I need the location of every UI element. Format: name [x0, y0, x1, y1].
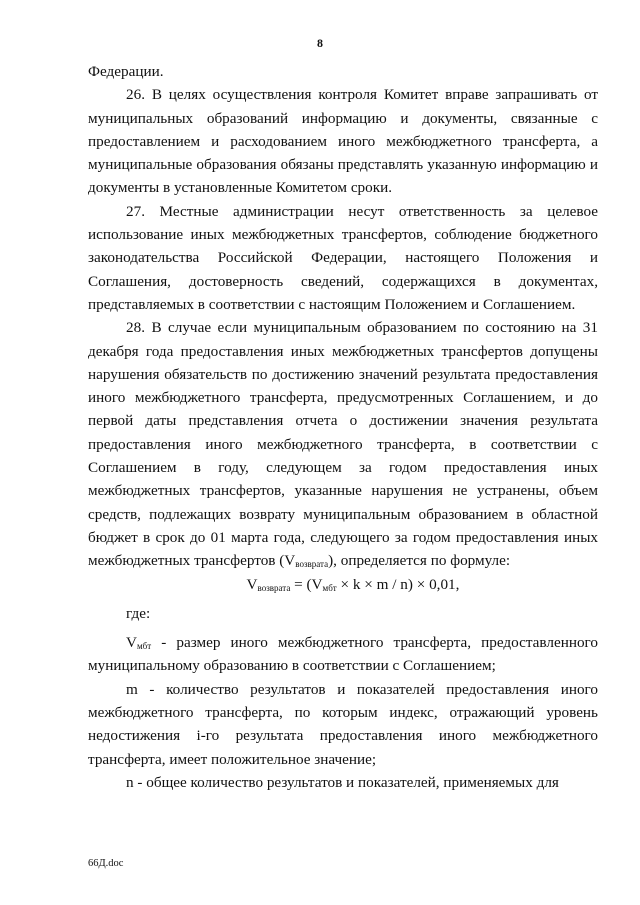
- page-number: 8: [317, 36, 323, 50]
- formula-v: V: [246, 575, 258, 593]
- definition-v: [88, 631, 598, 678]
- paragraph-28-end: ), определяется по формуле:: [328, 552, 511, 570]
- formula: [88, 573, 598, 596]
- formula-mid: = (V: [290, 575, 323, 593]
- paragraph-28-text: 28. В случае если муниципальным образованием по состоянию на 31 декабря года предоставления иных межбюджетных трансфертов допущены нарушения обязательств по достижению значений результата предоставления иного межбюджетного трансферта, предусмотренных Соглашением, и до первой даты представления отчета о достижении значения результата предоставления иного межбюджетного трансферта, в соответствии с Соглашением в году, следующем за годом предоставления иных межбюджетных трансфертов, указанные нарушения не устранены, объем средств, подлежащих возврату муниципальным образованием в областной бюджет в срок до 01 марта года, следующего за годом предоставления иных межбюджетных трансфертов (V: [88, 319, 598, 570]
- definition-n: n - общее количество результатов и показателей, применяемых для: [126, 773, 559, 791]
- formula-end: × k × m / n) × 0,01,: [336, 575, 460, 593]
- formula-sub-return: возврата: [257, 582, 291, 593]
- definition-m: m - количество результатов и показателей предоставления иного межбюджетного трансферта, по которым индекс, отражающий уровень недостижения i-го результата предоставления иного межбюджетного трансферта, имеет положительное значение;: [88, 680, 598, 768]
- v-return-subscript: возврата: [295, 559, 329, 570]
- paragraph-continuation: Федерации.: [88, 63, 164, 80]
- document-body: [88, 60, 598, 794]
- def-v-subscript: мбт: [136, 641, 152, 652]
- def-v-symbol: V: [126, 634, 137, 652]
- paragraph-28: [88, 316, 598, 572]
- def-v-text: - размер иного межбюджетного трансферта, предоставленного муниципальному образованию в соответствии с Соглашением;: [88, 634, 598, 675]
- where-label: где:: [126, 604, 151, 622]
- paragraph-27: 27. Местные администрации несут ответственность за целевое использование иных межбюджетных трансфертов, соблюдение бюджетного законодательства Российской Федерации, настоящего Положения и Соглашения, достоверность сведений, содержащихся в документах, представляемых в соответствии с настоящим Положением и Соглашением.: [88, 202, 598, 313]
- paragraph-26: 26. В целях осуществления контроля Комитет вправе запрашивать от муниципальных образований информацию и документы, связанные с предоставлением и расходованием иного межбюджетного трансферта, а муниципальные образования обязаны представлять указанную информацию и документы в установленные Комитетом сроки.: [88, 86, 598, 197]
- footer-filename: 66Д.doc: [88, 858, 124, 869]
- formula-sub-mbt: мбт: [322, 582, 337, 593]
